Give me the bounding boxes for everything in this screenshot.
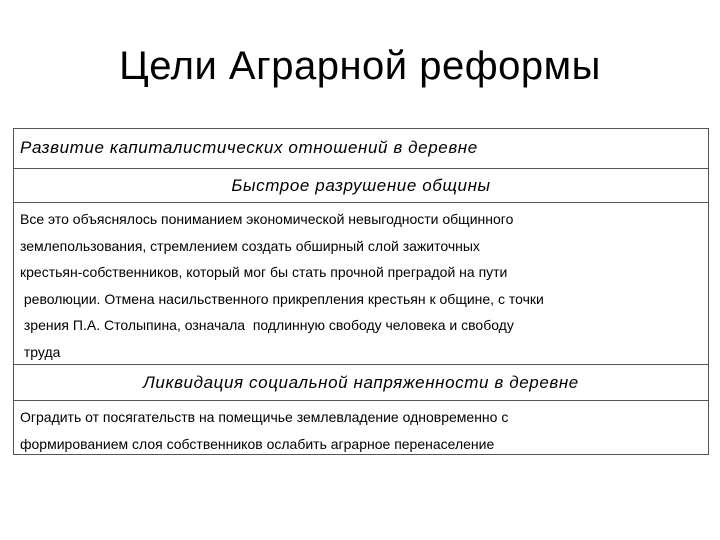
goal-capitalist-relations: Развитие капиталистических отношений в деревне: [14, 129, 708, 169]
explanation-text: [14, 203, 708, 365]
goal-social-tension: Ликвидация социальной напряженности в деревне: [14, 365, 708, 401]
measure-line: формированием слоя собственников ослабить аграрное перенаселение: [20, 435, 495, 452]
explanation-line: крестьян-собственников, который мог бы стать прочной преградой на пути: [20, 264, 508, 280]
measure-line: Оградить от посягательств на помещичье землевладение одновременно с: [20, 409, 509, 425]
measure-text: [14, 401, 708, 455]
goal-commune-destruction: Быстрое разрушение общины: [14, 169, 708, 203]
explanation-line: труда: [20, 343, 61, 360]
explanation-line: Все это объяснялось пониманием экономической невыгодности общинного: [20, 211, 514, 227]
explanation-line: революции. Отмена насильственного прикрепления крестьян к общине, с точки: [20, 290, 544, 307]
goals-table: [13, 128, 709, 455]
explanation-line: зрения П.А. Столыпина, означала подлинную свободу человека и свободу: [20, 317, 514, 333]
slide-title: Цели Аграрной реформы: [119, 44, 601, 88]
explanation-line: землепользования, стремлением создать обширный слой зажиточных: [20, 237, 480, 254]
